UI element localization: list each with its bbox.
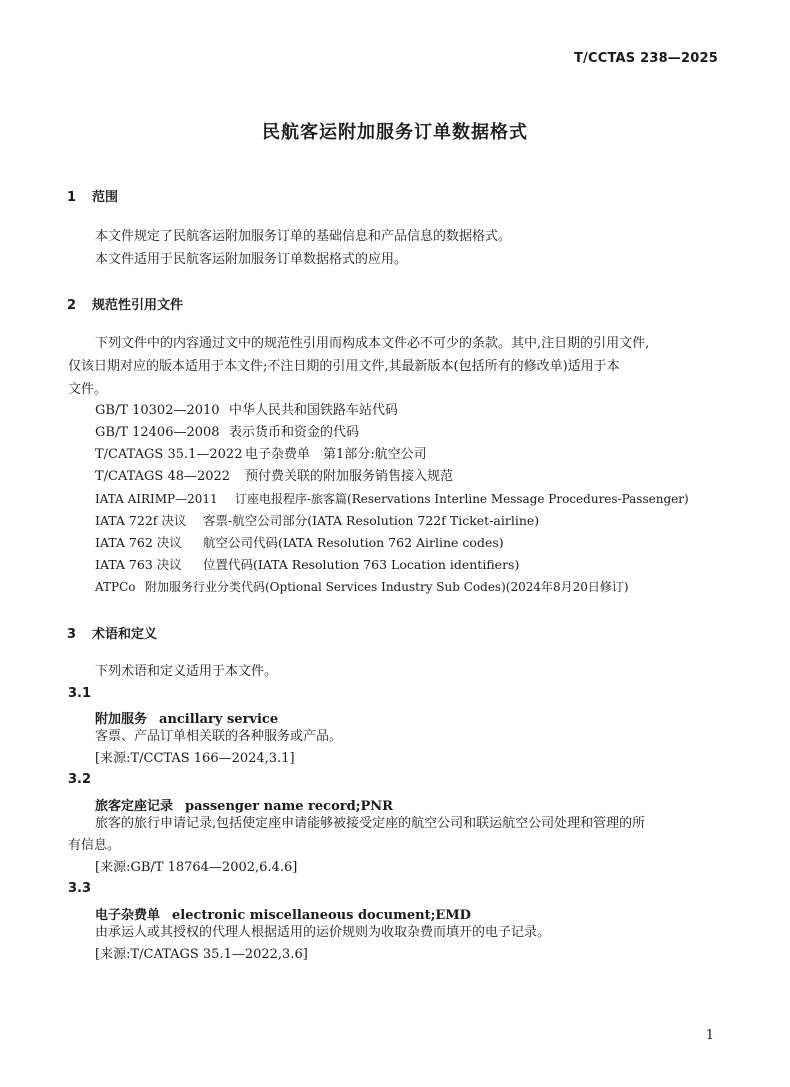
reference-code: IATA 762 决议 xyxy=(95,535,182,550)
reference-title: 表示货币和资金的代码 xyxy=(229,425,360,440)
term-heading xyxy=(95,708,278,727)
section-title: 规范性引用文件 xyxy=(92,298,184,313)
reference-code: IATA 722f 决议 xyxy=(95,513,187,528)
term-heading xyxy=(95,904,471,923)
document-code: T/CCTAS 238—2025 xyxy=(573,51,718,66)
section-1-heading xyxy=(67,186,118,205)
reference-title: 客票-航空公司部分(IATA Resolution 722f Ticket-airline) xyxy=(203,513,540,528)
term-definition: 有信息。 xyxy=(68,838,121,853)
reference-title: 位置代码(IATA Resolution 763 Location identifiers) xyxy=(203,557,520,572)
reference-code: ATPCo xyxy=(95,580,136,594)
reference-code: GB/T 12406—2008 xyxy=(95,425,220,440)
term-number: 3.3 xyxy=(68,881,92,896)
reference-title: 订座电报程序-旅客篇(Reservations Interline Message Procedures-Passenger) xyxy=(235,492,689,506)
term-en: ancillary service xyxy=(159,712,279,727)
reference-item xyxy=(95,488,689,510)
reference-code: IATA AIRIMP—2011 xyxy=(95,492,218,506)
paragraph: 下列术语和定义适用于本文件。 xyxy=(95,664,278,679)
section-2-heading xyxy=(67,294,183,313)
term-number: 3.2 xyxy=(68,772,92,787)
term-en: passenger name record;PNR xyxy=(185,799,393,814)
page-number: 1 xyxy=(705,1028,714,1043)
reference-code: T/CATAGS 48—2022 xyxy=(95,469,231,484)
reference-item xyxy=(95,422,359,444)
reference-item xyxy=(95,532,504,554)
paragraph: 本文件规定了民航客运附加服务订单的基础信息和产品信息的数据格式。 xyxy=(95,229,512,244)
reference-item xyxy=(95,466,453,488)
term-zh: 附加服务 xyxy=(95,712,148,727)
reference-item xyxy=(95,576,629,598)
reference-title: 电子杂费单 第1部分:航空公司 xyxy=(245,447,427,462)
term-source: [来源:GB/T 18764—2002,6.4.6] xyxy=(95,860,298,875)
term-source: [来源:T/CCTAS 166—2024,3.1] xyxy=(95,751,295,766)
section-title: 术语和定义 xyxy=(92,627,158,642)
section-3-heading xyxy=(67,623,157,642)
paragraph: 仅该日期对应的版本适用于本文件;不注日期的引用文件,其最新版本(包括所有的修改单)适用于本 xyxy=(68,359,620,374)
paragraph: 本文件适用于民航客运附加服务订单数据格式的应用。 xyxy=(95,252,408,267)
reference-item xyxy=(95,554,519,576)
section-title: 范围 xyxy=(92,190,119,205)
reference-title: 航空公司代码(IATA Resolution 762 Airline codes) xyxy=(203,535,504,550)
reference-code: GB/T 10302—2010 xyxy=(95,403,220,418)
document-title: 民航客运附加服务订单数据格式 xyxy=(262,122,528,143)
term-number: 3.1 xyxy=(68,686,92,701)
paragraph: 下列文件中的内容通过文中的规范性引用而构成本文件必不可少的条款。其中,注日期的引用文件, xyxy=(95,336,650,351)
reference-title: 中华人民共和国铁路车站代码 xyxy=(229,403,399,418)
term-heading xyxy=(95,795,393,814)
term-definition: 旅客的旅行申请记录,包括使定座申请能够被接受定座的航空公司和联运航空公司处理和管理的所 xyxy=(95,816,646,831)
reference-item xyxy=(95,444,427,466)
term-en: electronic miscellaneous document;EMD xyxy=(172,908,471,923)
reference-code: IATA 763 决议 xyxy=(95,557,182,572)
reference-item xyxy=(95,510,539,532)
paragraph: 文件。 xyxy=(68,382,108,397)
reference-title: 预付费关联的附加服务销售接入规范 xyxy=(245,469,454,484)
reference-title: 附加服务行业分类代码(Optional Services Industry Sub Codes)(2024年8月20日修订) xyxy=(145,580,629,594)
term-zh: 旅客定座记录 xyxy=(95,799,174,814)
term-definition: 由承运人或其授权的代理人根据适用的运价规则为收取杂费而填开的电子记录。 xyxy=(95,925,551,940)
term-definition: 客票、产品订单相关联的各种服务或产品。 xyxy=(95,729,343,744)
section-number: 1 xyxy=(67,190,77,205)
section-number: 3 xyxy=(67,627,77,642)
reference-item xyxy=(95,400,398,422)
term-source: [来源:T/CATAGS 35.1—2022,3.6] xyxy=(95,947,308,962)
section-number: 2 xyxy=(67,298,77,313)
reference-code: T/CATAGS 35.1—2022 xyxy=(95,447,243,462)
term-zh: 电子杂费单 xyxy=(95,908,161,923)
